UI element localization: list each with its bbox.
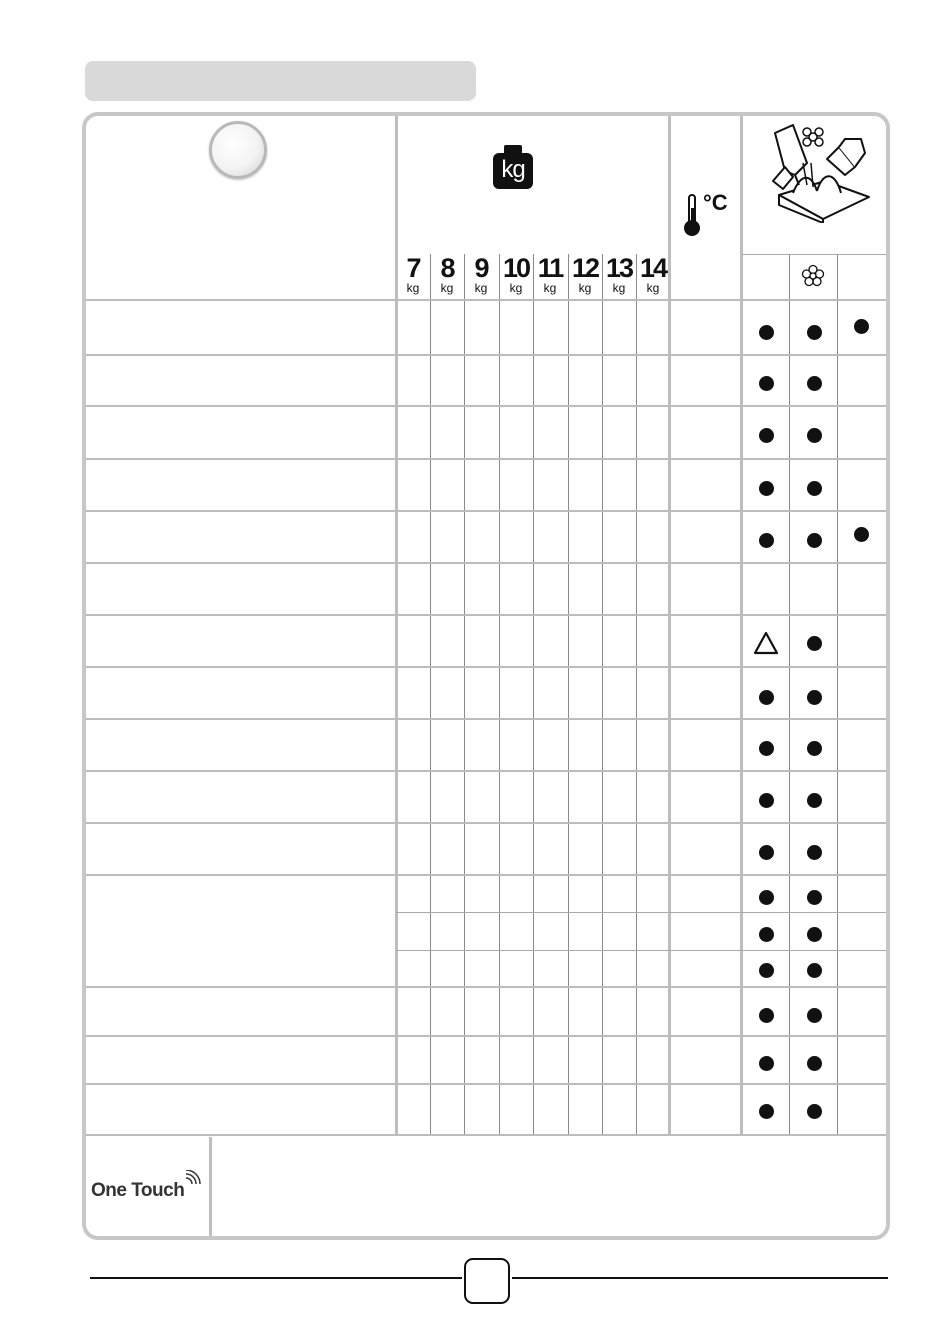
prewash-dot-mark xyxy=(759,845,774,860)
row-divider xyxy=(86,1035,886,1037)
row-divider xyxy=(86,986,886,988)
sub-row-divider xyxy=(396,912,886,913)
softener-dot-mark xyxy=(807,741,822,756)
row-divider xyxy=(86,874,886,876)
prewash-dot-mark xyxy=(759,1008,774,1023)
section-title-bar xyxy=(85,61,476,101)
footer-row-divider xyxy=(86,1134,886,1136)
capacity-unit: kg xyxy=(646,281,660,295)
header-divider xyxy=(86,299,886,301)
detergent-header-divider xyxy=(742,254,886,255)
row-divider xyxy=(86,458,886,460)
softener-dot-mark xyxy=(807,428,822,443)
row-divider xyxy=(86,666,886,668)
temperature-label: °C xyxy=(703,190,728,215)
row-divider xyxy=(86,354,886,356)
capacity-number: 12 xyxy=(571,253,599,283)
capacity-number: 7 xyxy=(406,253,420,283)
footer-rule-right xyxy=(512,1277,888,1279)
prewash-dot-mark xyxy=(759,533,774,548)
row-divider xyxy=(86,1083,886,1085)
prewash-dot-mark xyxy=(759,325,774,340)
row-divider xyxy=(86,562,886,564)
prewash-triangle-mark xyxy=(753,631,779,655)
capacity-10-kg xyxy=(499,254,533,294)
prewash-dot-mark xyxy=(759,1056,774,1071)
prewash-dot-mark xyxy=(759,690,774,705)
softener-dot-mark xyxy=(807,325,822,340)
footer-rule-left xyxy=(90,1277,462,1279)
capacity-column-divider xyxy=(464,254,465,1134)
capacity-number: 14 xyxy=(639,253,667,283)
prewash-dot-mark xyxy=(759,793,774,808)
prewash-dot-mark xyxy=(759,376,774,391)
one-touch-label: One Touch xyxy=(91,1180,185,1201)
capacity-unit: kg xyxy=(543,281,557,295)
row-divider xyxy=(86,718,886,720)
capacity-9-kg xyxy=(464,254,498,294)
capacity-unit: kg xyxy=(406,281,420,295)
softener-dot-mark xyxy=(807,845,822,860)
capacity-number: 9 xyxy=(474,253,488,283)
page-number-box xyxy=(464,1258,510,1304)
capacity-number: 13 xyxy=(605,253,633,283)
capacity-14-kg xyxy=(636,254,670,294)
capacity-unit: kg xyxy=(578,281,592,295)
capacity-column-divider xyxy=(430,254,431,1134)
capacity-number: 10 xyxy=(502,253,530,283)
row-divider xyxy=(86,405,886,407)
thermometer-icon xyxy=(684,194,700,238)
softener-dot-mark xyxy=(807,533,822,548)
detergent-column-divider xyxy=(789,254,790,1134)
flower-softener-icon xyxy=(801,264,825,288)
softener-dot-mark xyxy=(807,793,822,808)
detergent-drawer-icon xyxy=(765,123,875,223)
softener-dot-mark xyxy=(807,890,822,905)
sub-row-divider xyxy=(396,950,886,951)
softener-dot-mark xyxy=(807,1056,822,1071)
softener-dot-mark xyxy=(807,1008,822,1023)
capacity-unit: kg xyxy=(612,281,626,295)
program-dial-icon xyxy=(209,121,267,179)
capacity-number: 11 xyxy=(537,253,563,283)
capacity-7-kg xyxy=(396,254,430,294)
softener-dot-mark xyxy=(807,927,822,942)
row-divider xyxy=(86,614,886,616)
capacity-12-kg xyxy=(568,254,602,294)
weight-icon-label: kg xyxy=(493,153,533,189)
prewash-dot-mark xyxy=(759,963,774,978)
capacity-column-divider xyxy=(602,254,603,1134)
weight-icon xyxy=(493,145,533,190)
capacity-column-divider xyxy=(533,254,534,1134)
softener-dot-mark xyxy=(807,481,822,496)
row-divider xyxy=(86,822,886,824)
capacity-8-kg xyxy=(430,254,464,294)
column-divider-temperature xyxy=(740,116,743,1134)
thermometer-bulb xyxy=(684,220,700,236)
capacity-unit: kg xyxy=(474,281,488,295)
prewash-dot-mark xyxy=(759,1104,774,1119)
softener-dot-mark xyxy=(807,636,822,651)
capacity-unit: kg xyxy=(509,281,523,295)
prewash-dot-mark xyxy=(759,428,774,443)
softener-dot-mark xyxy=(807,376,822,391)
main-wash-dot-mark xyxy=(854,527,869,542)
capacity-13-kg xyxy=(602,254,636,294)
capacity-unit: kg xyxy=(440,281,454,295)
prewash-dot-mark xyxy=(759,890,774,905)
main-wash-dot-mark xyxy=(854,319,869,334)
prewash-dot-mark xyxy=(759,481,774,496)
softener-dot-mark xyxy=(807,963,822,978)
wifi-signal-icon xyxy=(184,1170,206,1192)
detergent-column-divider xyxy=(837,254,838,1134)
softener-dot-mark xyxy=(807,1104,822,1119)
column-divider-one-touch xyxy=(209,1137,212,1236)
capacity-column-divider xyxy=(499,254,500,1134)
row-divider xyxy=(86,770,886,772)
capacity-column-divider xyxy=(636,254,637,1134)
capacity-number: 8 xyxy=(440,253,454,283)
softener-dot-mark xyxy=(807,690,822,705)
capacity-11-kg xyxy=(533,254,567,294)
row-divider xyxy=(86,510,886,512)
prewash-dot-mark xyxy=(759,927,774,942)
capacity-column-divider xyxy=(568,254,569,1134)
prewash-dot-mark xyxy=(759,741,774,756)
